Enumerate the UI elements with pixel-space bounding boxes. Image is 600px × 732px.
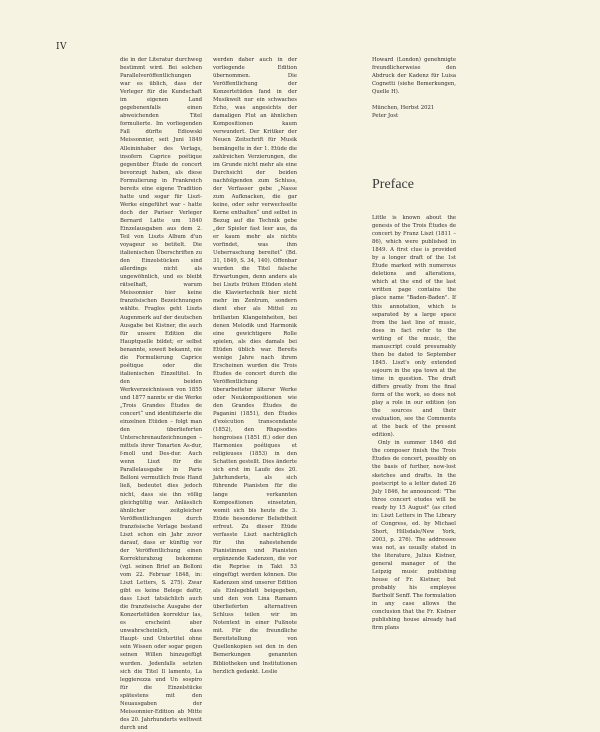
german-text-column-1 <box>120 56 202 732</box>
page-number: IV <box>56 42 68 52</box>
german-text-column-3 <box>372 56 456 120</box>
german-paragraph: die in der Literatur durchweg bestimmt wird. Bei solchen Parallelveröffentlichungen war es üblich, dass der Verleger für die Kundschaft im eigenen Land gegebenenfalls einen abweichenden Titel formulierte. Im vorliegenden Fall dürfte Ediowski Meissonnier, seit Juni 1849 Alleininhaber des Verlags, insofern Caprice poétique gegenüber Étude de concert bevorzugt haben, als diese Formulierung in Frankreich bereits eine eigene Tradition hatte und sogar für Liszt-Werke eingeführt war – hatte doch der Pariser Verleger Bernard Latte um 1840 Einzelausgaben aus dem 2. Teil von Liszts Album d'un voyageur so betitelt. Die italienischen Überschriften zu den Einzelstücken sind allerdings nicht als ungewöhnlich, und es bleibt rätselhaft, warum Meissonnier hier keine französischen Bezeichnungen wählte. Fraglos geht Liszts Augenmerk auf der deutschen Ausgabe bei Kistner, die auch für unsere Edition die Hauptquelle bildet; er selbst benannte, soweit bekannt, nie die Formulierung Caprice poétique oder die italienischen Einzeltitel. In den beiden Werkverzeichnissen von 1855 und 1877 nannte er die Werke „Trois Grandes Études de concert“ und identifizierte die einzelnen Etüden – folgt man den überlieferten Unterschrenaufzeichnungen – mittels ihrer Tonarten As-dur, f-moll und Des-dur. Auch wenn Liszt für die Parallelausgabe in Paris Belloni vermutlich freie Hand ließ, bedeutet dies jedoch nicht, dass sie ihn völlig gleichgültig war. Anlässlich ähnlicher zeitgleicher Veröffentlichungen durch französische Verlage bestand Liszt schon ein Jahr zuvor darauf, dass er künftig vor der Veröffentlichung einen Korrekturabzug bekomme (vgl. seinen Brief an Belloni vom 22. Februar 1848, in: Liszt Letters, S. 275). Zwar gibt es keine Belege dafür, dass Liszt tatsächlich auch die französische Ausgabe der Konzertetüden korrektur las, es erscheint aber unwahrscheinlich, dass Haupt- und Untertitel ohne sein Wissen oder sogar gegen seinen Willen hinzugefügt wurden. Jedenfalls setzten sich die Titel Il lamento, La leggierezza und Un sospiro für die Einzelstücke spätestens mit den Neuausgaben der Meissonnier-Edition ab Mitte des 20. Jahrhunderts weltweit durch und <box>120 57 202 731</box>
preface-column <box>372 214 456 632</box>
acknowledgement-paragraph: Howard (London) genehmigte freundlicherweise den Abdruck der Kadenz für Luisa Cognetti (siehe Bemerkungen, Quelle H). <box>372 57 456 96</box>
preface-heading: Preface <box>372 177 414 192</box>
author-name: Peter Jost <box>372 113 399 120</box>
german-paragraph: werden daher auch in der vorliegende Edition übernommen. Die Veröffentlichung der Konzertetüden fand in der Musikwelt nur ein schwaches Echo, was angesichts der damaligen Flut an ähnlichen Kompositionen kaum verwundert. Der Kritiker der Neuen Zeitschrift für Musik bemängelte in der 1. Etüde die zahlreichen Verzierungen, die im Grunde nicht mehr als eine Durchsicht der beiden nachfolgenden zum Schluss, der Verfasser gebe „Nasse zum Aufknacken, die gar keine, oder sehr verwechselte Kerne enthalten“ und selbst in Bezug auf die Technik gebe „der Spieler fast leer aus, da er kaum mehr als nichts vorfindet, was ihm Ueberraschung bereitet“ (Bd. 31, 1849, S. 34, 140). Offenbar wurden die Titel falsche Erwartungen, denn anders als bei Liszts frühen Etüden steht die Klaviertechnik hier nicht mehr im Zentrum, sondern dient eher als Mittel zu brillanten Klangeinheiten, bei denen Melodik und Harmonik eine gewichtigere Rolle spielen, als dies damals bei Etüden üblich war. Bereits wenige Jahre nach ihrem Erscheinen wurden die Trois Études de concert durch die Veröffentlichung überarbeiteter älterer Werke oder Neukompositionen wie den Grandes Études de Paganini (1851), den Études d'exécution transcendante (1852), den Rhapsodies hongroises (1851 ff.) oder den Harmonies poétiques et religieuses (1853) in den Schatten gestellt. Dies änderte sich erst im Laufe des 20. Jahrhunderts, als sich führende Pianisten für die lange verkannten Kompositionen einsetzten, womit sich bis heute die 3. Etüde besonderer Beliebtheit erfreut. Zu dieser Etüde verfasste Liszt nachträglich für ihn nahestehende Pianistinnen und Pianisten ergänzende Kadenzen, die vor die Reprise in Takt 53 eingefügt werden können. Die Kadenzen sind unserer Edition als Einlegeblatt beigegeben, und den von Lina Ramann überlieferten alternativen Schluss teilen wir im Notentext in einer Fußnote mit. Für die freundliche Bereitstellung von Quellenkopien sei den in den Bemerkungen genannten Bibliotheken und Institutionen herzlich gedankt. Leslie <box>213 57 297 675</box>
preface-paragraph-1: Little is known about the genesis of the Trois Études de concert by Franz Liszt (1811 – 86), which were published in 1849. A first clue is provided by a longer draft of the 1st Étude marked with numerous deletions and alterations, which at the end of the last written page contains the place name "Baden-Baden". If this annotation, which is separated by a large space from the last line of music, does in fact refer to the writing of the music, the manuscript could presumably then be dated to September 1845. Liszt's only extended sojourn in the spa town at the time in question. The draft differs greatly from the final form of the work, so does not play a role in our edition (on the sources and their evaluation, see the Comments at the back of the present edition). <box>372 215 456 439</box>
place-date: München, Herbst 2021 <box>372 105 435 112</box>
german-text-column-2 <box>213 56 297 676</box>
preface-paragraph-2: Only in summer 1846 did the composer finish the Trois Études de concert, possibly on the basis of further, now-lost sketches and drafts. In the postscript to a letter dated 26 July 1846, he announced: "The three concert etudes will be ready by 15 August" (as cited in: Liszt Letters in The Library of Congress, ed. by Michael Short, Hillsdale/New York, 2003, p. 276). The addressee was not, as usually stated in the literature, Julius Kistner, general manager of the Leipzig music publishing house of Fr. Kistner, but probably his employee Bartholf Senff. The formulation in any case allows the conclusion that the Fr. Kistner publishing house already had firm plans <box>372 440 456 632</box>
